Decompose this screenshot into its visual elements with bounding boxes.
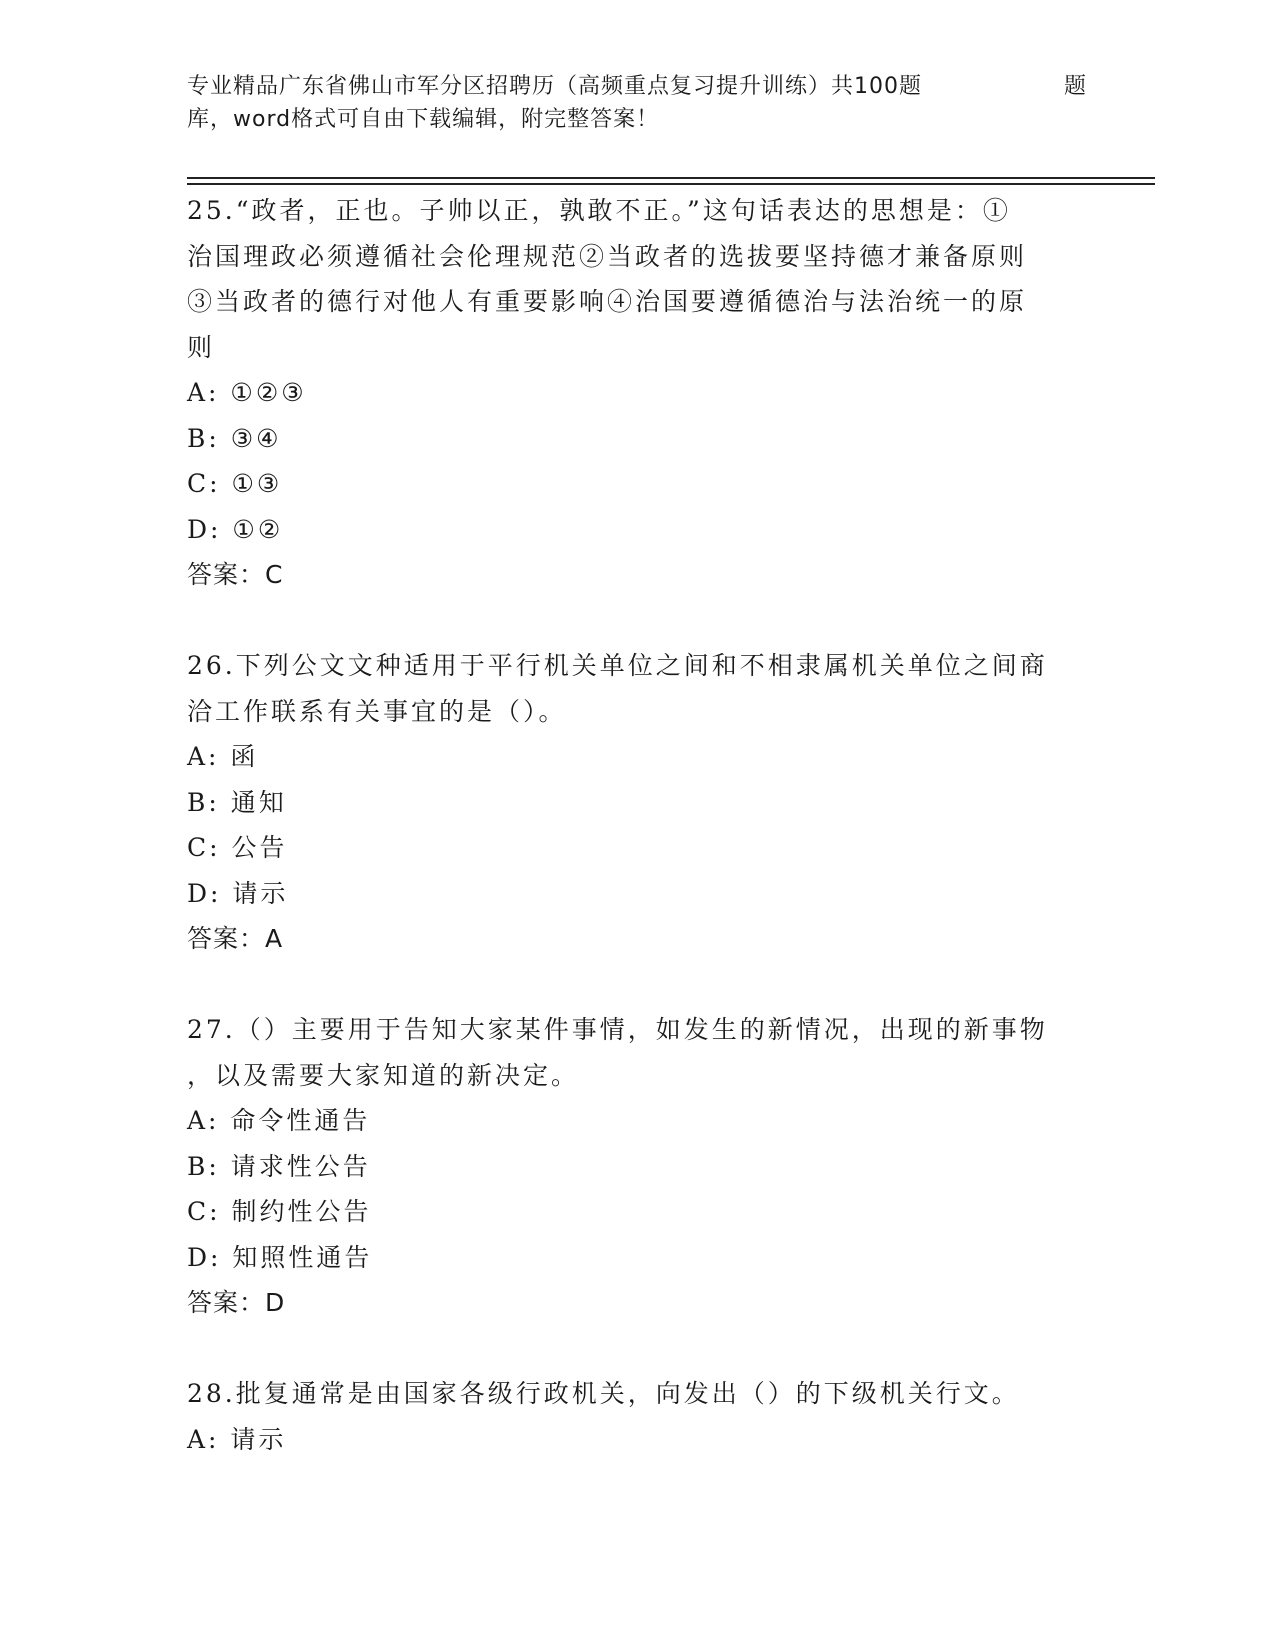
answer-option: B: 请求性公告 bbox=[187, 1151, 371, 1181]
header-line-1 bbox=[187, 70, 1087, 103]
answer-option: D: 请示 bbox=[187, 878, 289, 908]
question-block bbox=[187, 1371, 1087, 1462]
question-stem-line: 治国理政必须遵循社会伦理规范②当政者的选拔要坚持德才兼备原则 bbox=[187, 241, 1028, 271]
question-stem-line: 洽工作联系有关事宜的是（）。 bbox=[187, 696, 567, 726]
answer-option: A: 命令性通告 bbox=[187, 1106, 371, 1135]
answer-option: D: 知照性通告 bbox=[187, 1242, 373, 1272]
document-header bbox=[187, 70, 1087, 136]
question-stem-line: ，以及需要大家知道的新决定。 bbox=[187, 1060, 580, 1090]
question-spacer bbox=[187, 598, 1087, 644]
question-stem-line: 28.批复通常是由国家各级行政机关，向发出（）的下级机关行文。 bbox=[187, 1379, 1020, 1408]
correct-answer: 答案：C bbox=[187, 560, 284, 589]
header-title-text: 专业精品广东省佛山市军分区招聘历（高频重点复习提升训练）共100题 bbox=[187, 74, 922, 99]
correct-answer: 答案：D bbox=[187, 1288, 286, 1317]
header-subtitle-text: 库，word格式可自由下载编辑，附完整答案！ bbox=[187, 107, 660, 132]
answer-option: A: ①②③ bbox=[187, 378, 307, 407]
question-block bbox=[187, 1007, 1087, 1326]
question-list bbox=[187, 188, 1087, 1462]
question-stem-line: 25.“政者，正也。子帅以正，孰敢不正。”这句话表达的思想是：① bbox=[187, 196, 1011, 225]
answer-option: C: ①③ bbox=[187, 469, 283, 498]
header-divider-top bbox=[187, 177, 1155, 179]
question-stem-line: ③当政者的德行对他人有重要影响④治国要遵循德治与法治统一的原 bbox=[187, 287, 1028, 316]
question-block bbox=[187, 188, 1087, 598]
answer-option: D: ①② bbox=[187, 514, 284, 544]
question-block bbox=[187, 643, 1087, 962]
answer-option: A: 请示 bbox=[187, 1424, 287, 1454]
answer-option: A: 函 bbox=[187, 742, 259, 771]
answer-option: B: ③④ bbox=[187, 423, 282, 453]
answer-option: C: 公告 bbox=[187, 833, 288, 862]
question-spacer bbox=[187, 1326, 1087, 1372]
header-line-2 bbox=[187, 103, 1087, 136]
answer-option: C: 制约性公告 bbox=[187, 1197, 372, 1226]
question-stem-line: 26.下列公文文种适用于平行机关单位之间和不相隶属机关单位之间商 bbox=[187, 651, 1048, 680]
question-stem-line: 27.（）主要用于告知大家某件事情，如发生的新情况，出现的新事物 bbox=[187, 1015, 1048, 1044]
answer-option: B: 通知 bbox=[187, 787, 287, 817]
question-spacer bbox=[187, 962, 1087, 1008]
question-stem-line: 则 bbox=[187, 332, 216, 362]
correct-answer: 答案：A bbox=[187, 924, 284, 953]
header-divider-bottom bbox=[187, 183, 1155, 185]
header-title-tail: 题 bbox=[1063, 74, 1087, 99]
